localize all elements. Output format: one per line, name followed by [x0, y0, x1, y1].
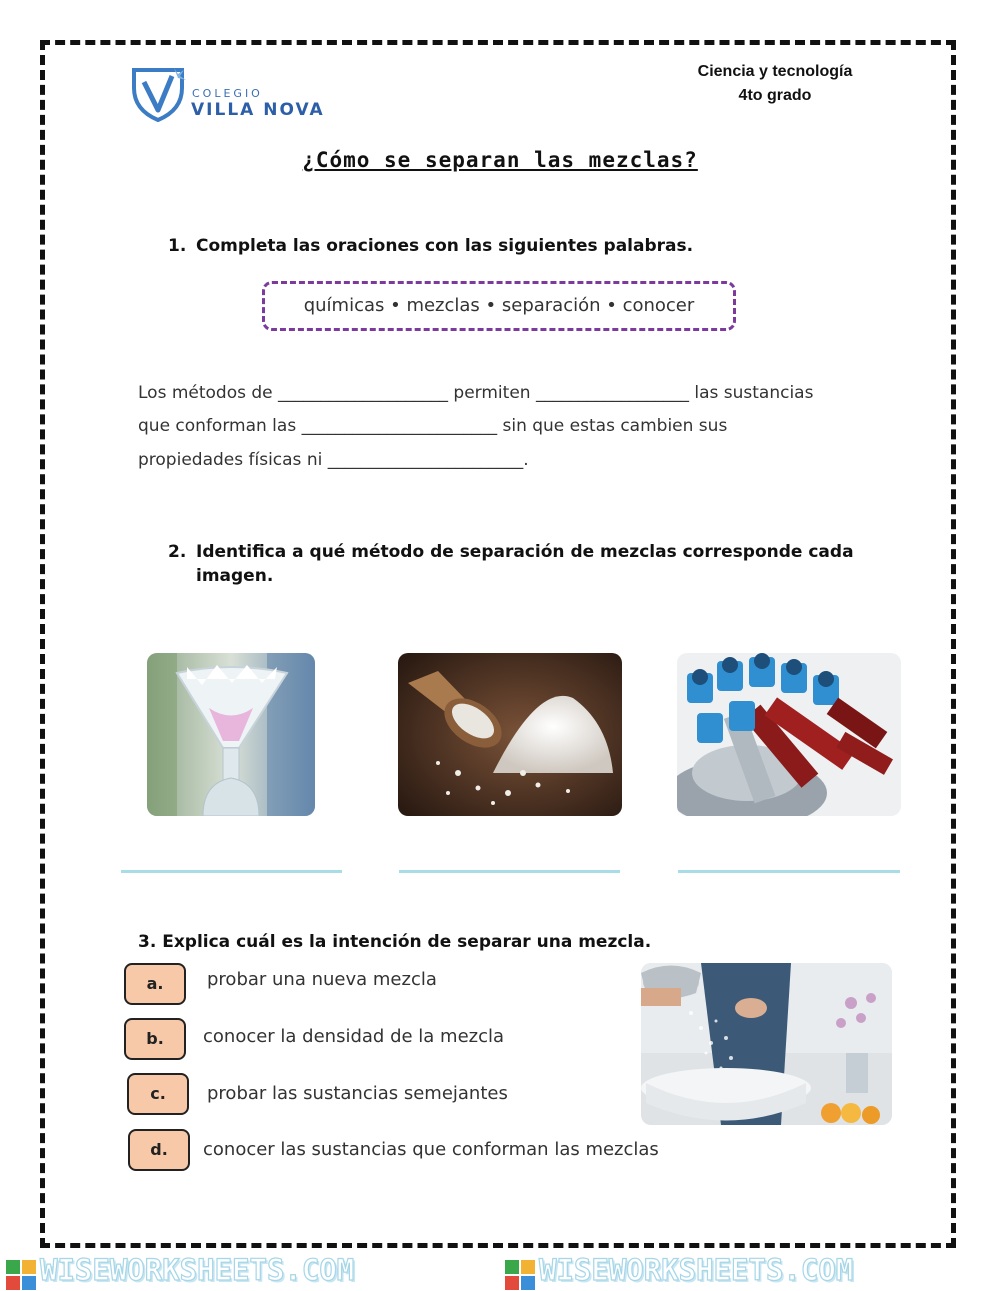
question-1-number: 1.	[168, 236, 187, 256]
question-1-prompt: Completa las oraciones con las siguientes palabras.	[196, 236, 694, 256]
answer-line-1[interactable]	[121, 870, 342, 873]
subject: Ciencia y tecnología	[697, 63, 853, 80]
fill-blank-line-1[interactable]: Los métodos de ____________________ permiten __________________ las sustancias	[138, 383, 814, 403]
fill-blank-line-3[interactable]: propiedades físicas ni _______________________.	[138, 450, 529, 470]
option-a-text[interactable]: probar una nueva mezcla	[207, 969, 437, 990]
word-bank: químicas • mezclas • separación • conocer	[262, 281, 736, 331]
question-1	[168, 236, 693, 256]
question-2-prompt-line-1: Identifica a qué método de separación de mezclas corresponde cada	[196, 542, 854, 562]
answer-line-2[interactable]	[399, 870, 620, 873]
wiseworksheets-logo	[6, 1260, 36, 1290]
option-a-badge[interactable]: a.	[124, 963, 186, 1005]
option-c-text[interactable]: probar las sustancias semejantes	[207, 1083, 508, 1104]
wiseworksheets-logo	[505, 1260, 535, 1290]
option-d-text[interactable]: conocer las sustancias que conforman las mezclas	[203, 1139, 659, 1160]
footer-brand: WISEWORKSHEETS.COM	[40, 1253, 355, 1287]
salt-photo	[398, 653, 622, 816]
question-2-prompt-line-2: imagen.	[196, 566, 274, 586]
school-name-small: COLEGIO	[192, 87, 263, 100]
grade: 4to grado	[738, 87, 812, 104]
centrifuge-photo	[677, 653, 901, 816]
answer-line-3[interactable]	[678, 870, 900, 873]
sifting-photo	[641, 963, 892, 1125]
option-d-badge[interactable]: d.	[128, 1129, 190, 1171]
page-title: ¿Cómo se separan las mezclas?	[302, 148, 698, 172]
option-c-badge[interactable]: c.	[127, 1073, 189, 1115]
option-b-text[interactable]: conocer la densidad de la mezcla	[203, 1026, 505, 1047]
school-name: VILLA NOVA	[191, 100, 325, 120]
footer-brand: WISEWORKSHEETS.COM	[539, 1253, 854, 1287]
fill-blank-line-2[interactable]: que conforman las _______________________ sin que estas cambien sus	[138, 416, 728, 436]
option-b-badge[interactable]: b.	[124, 1018, 186, 1060]
question-2	[168, 542, 854, 562]
filtration-photo	[147, 653, 315, 816]
question-3-prompt: 3. Explica cuál es la intención de separar una mezcla.	[138, 932, 652, 952]
subject-heading	[640, 60, 910, 108]
question-2-number: 2.	[168, 542, 187, 562]
